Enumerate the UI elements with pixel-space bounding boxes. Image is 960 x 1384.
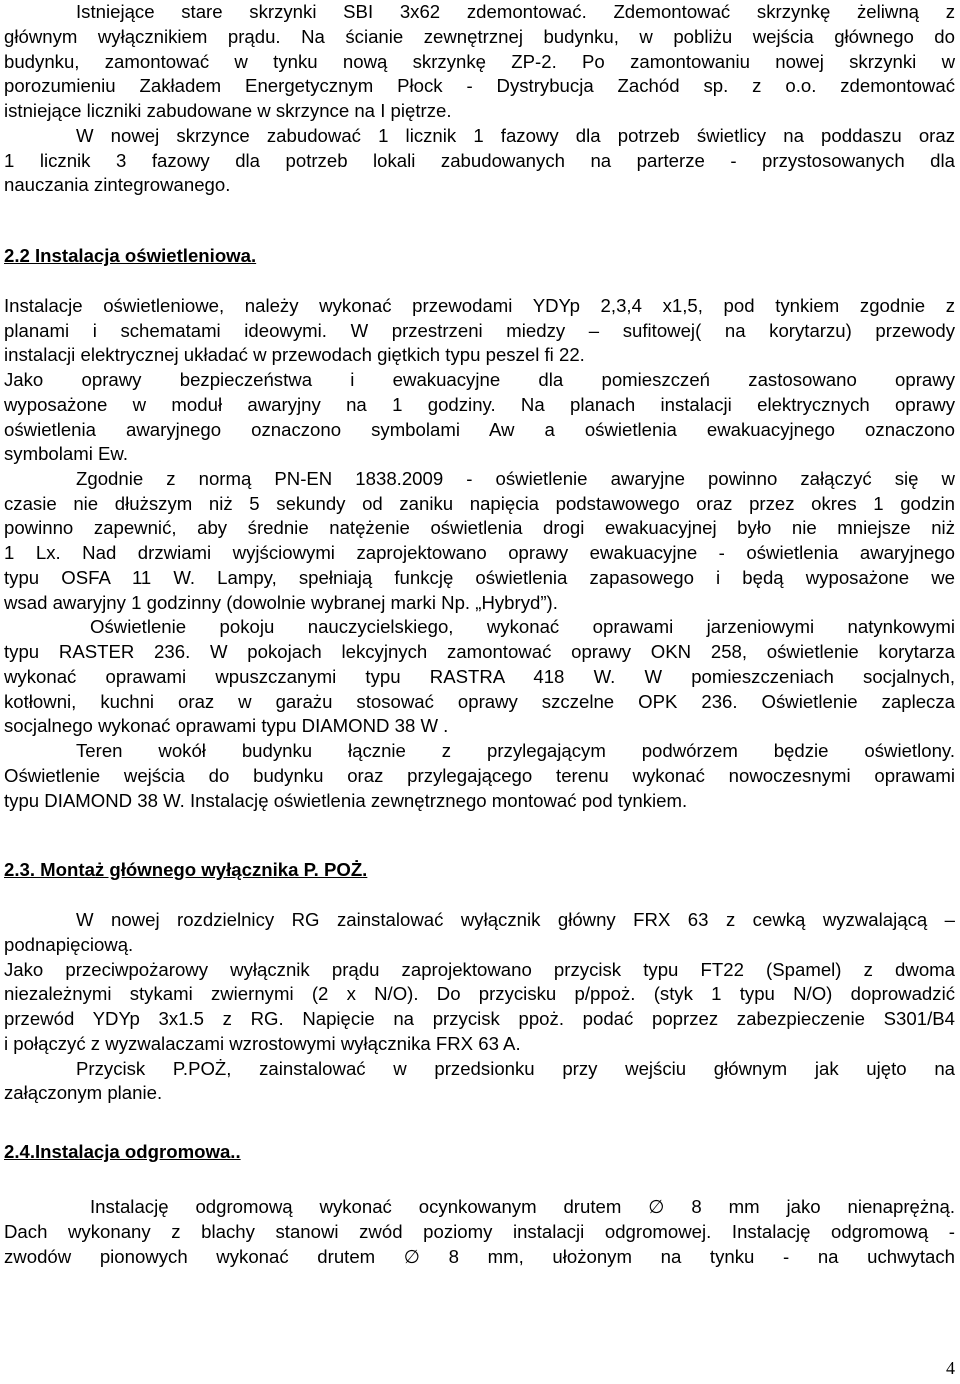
paragraph-line: i połączyć z wyzwalaczami wzrostowymi wyłącznika FRX 63 A. <box>4 1033 521 1054</box>
paragraph-line: kotłowni, kuchni oraz w garażu stosować oprawy szczelne OPK 236. Oświetlenie zaplecza <box>4 691 955 712</box>
paragraph-line: wyposażone w moduł awaryjny na 1 godziny. Na planach instalacji elektrycznych oprawy <box>4 394 955 415</box>
paragraph-line: wykonać oprawami wpuszczanymi typu RASTRA 418 W. W pomieszczeniach socjalnych, <box>4 666 955 687</box>
paragraph-line: Istniejące stare skrzynki SBI 3x62 zdemontować. Zdemontować skrzynkę żeliwną z <box>76 1 955 22</box>
paragraph-line: podnapięciową. <box>4 934 134 955</box>
section-heading-2-4: 2.4.Instalacja odgromowa.. <box>4 1141 241 1162</box>
paragraph-line: typu OSFA 11 W. Lampy, spełniają funkcję oświetlenia zapasowego i będą wyposażone we <box>4 567 955 588</box>
paragraph-line: nauczania zintegrowanego. <box>4 174 231 195</box>
paragraph-line: Oświetlenie wejścia do budynku oraz przylegającego terenu wykonać nowoczesnymi oprawami <box>4 765 955 786</box>
paragraph-line: 1 licznik 3 fazowy dla potrzeb lokali zabudowanych na parterze - przystosowanych dla <box>4 150 955 171</box>
paragraph-line: W nowej rozdzielnicy RG zainstalować wyłącznik główny FRX 63 z cewką wyzwalającą – <box>76 909 955 930</box>
section-heading-2-2: 2.2 Instalacja oświetleniowa. <box>4 245 257 266</box>
paragraph-line: Jako oprawy bezpieczeństwa i ewakuacyjne dla pomieszczeń zastosowano oprawy <box>4 369 955 390</box>
paragraph-line: typu DIAMOND 38 W. Instalację oświetlenia zewnętrznego montować pod tynkiem. <box>4 790 688 811</box>
paragraph-line: oświetlenia awaryjnego oznaczono symbolami Aw a oświetlenia ewakuacyjnego oznaczono <box>4 419 955 440</box>
paragraph-line: istniejące liczniki zabudowane w skrzynce na I piętrze. <box>4 100 452 121</box>
paragraph-line: typu RASTER 236. W pokojach lekcyjnych zamontować oprawy OKN 258, oświetlenie korytarza <box>4 641 955 662</box>
paragraph-line: zwodów pionowych wykonać drutem ∅ 8 mm, ułożonym na tynku - na uchwytach <box>4 1246 955 1267</box>
paragraph-line: Dach wykonany z blachy stanowi zwód poziomy instalacji odgromowej. Instalację odgromową - <box>4 1221 955 1242</box>
paragraph-line: załączonym planie. <box>4 1082 163 1103</box>
paragraph-line: Zgodnie z normą PN-EN 1838.2009 - oświetlenie awaryjne powinno załączyć się w <box>76 468 955 489</box>
paragraph-line: Instalację odgromową wykonać ocynkowanym drutem ∅ 8 mm jako nienaprężną. <box>90 1196 955 1217</box>
section-heading-2-3: 2.3. Montaż głównego wyłącznika P. POŻ. <box>4 859 368 880</box>
paragraph-line: Jako przeciwpożarowy wyłącznik prądu zaprojektowano przycisk typu FT22 (Spamel) z dwoma <box>4 959 955 980</box>
paragraph-line: instalacji elektrycznej układać w przewodach giętkich typu peszel fi 22. <box>4 344 585 365</box>
paragraph-line: wsad awaryjny 1 godzinny (dowolnie wybranej marki Np. „Hybryd”). <box>4 592 558 613</box>
paragraph-line: czasie nie dłuższym niż 5 sekundy od zaniku napięcia podstawowego oraz przez okres 1 godzin <box>4 493 955 514</box>
paragraph-line: przewód YDYp 3x1.5 z RG. Napięcie na przycisk ppoż. podać poprzez zabezpieczenie S301/B4 <box>4 1008 955 1029</box>
paragraph-line: Przycisk P.POŻ, zainstalować w przedsionku przy wejściu głównym jak ujęto na <box>76 1058 955 1079</box>
paragraph-line: 1 Lx. Nad drzwiami wyjściowymi zaprojektowano oprawy ewakuacyjne - oświetlenia awaryjnego <box>4 542 955 563</box>
paragraph-line: planami i schematami ideowymi. W przestrzeni miedzy – sufitowej( na korytarzu) przewody <box>4 320 955 341</box>
page-number: 4 <box>946 1358 955 1378</box>
paragraph-line: głównym wyłącznikiem prądu. Na ścianie zewnętrznej budynku, w pobliżu wejścia głównego do <box>4 26 955 47</box>
paragraph-line: Oświetlenie pokoju nauczycielskiego, wykonać oprawami jarzeniowymi natynkowymi <box>90 616 955 637</box>
paragraph-line: Instalacje oświetleniowe, należy wykonać przewodami YDYp 2,3,4 x1,5, pod tynkiem zgodnie z <box>4 295 955 316</box>
paragraph-line: niezależnymi stykami zwiernymi (2 x N/O). Do przycisku p/ppoż. (styk 1 typu N/O) doprowadzić <box>4 983 955 1004</box>
paragraph-line: symbolami Ew. <box>4 443 128 464</box>
paragraph-line: socjalnego wykonać oprawami typu DIAMOND 38 W . <box>4 715 449 736</box>
paragraph-line: powinno zapewnić, aby średnie natężenie oświetlenia drogi ewakuacyjnej było nie mniejsze niż <box>4 517 955 538</box>
paragraph-line: budynku, zamontować w tynku nową skrzynkę ZP-2. Po zamontowaniu nowej skrzynki w <box>4 51 955 72</box>
paragraph-line: Teren wokół budynku łącznie z przylegającym podwórzem będzie oświetlony. <box>76 740 955 761</box>
paragraph-line: porozumieniu Zakładem Energetycznym Płock - Dystrybucja Zachód sp. z o.o. zdemontować <box>4 75 955 96</box>
paragraph-line: W nowej skrzynce zabudować 1 licznik 1 fazowy dla potrzeb świetlicy na poddaszu oraz <box>76 125 955 146</box>
